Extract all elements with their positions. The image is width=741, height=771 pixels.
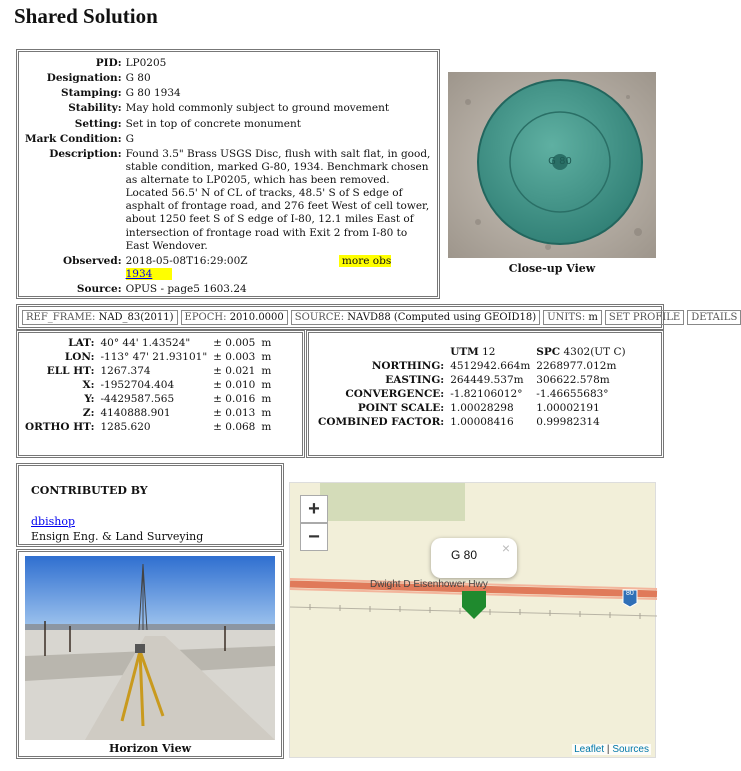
coord-unit: m — [261, 365, 272, 377]
spc-row — [315, 359, 629, 373]
coord-accuracy: ± 0.068 — [213, 421, 256, 433]
closeup-caption: Close-up View — [508, 262, 596, 275]
spc-value: 306622.578m — [536, 374, 610, 386]
coord-accuracy: ± 0.021 — [213, 365, 256, 377]
contributor-org: Ensign Eng. & Land Surveying — [31, 530, 204, 543]
spc-value: 2268977.012m — [536, 360, 617, 372]
sources-link[interactable]: Sources — [612, 744, 649, 755]
coord-label: X: — [82, 379, 95, 391]
coord-row — [22, 406, 274, 420]
coord-value: 1267.374 — [100, 365, 151, 377]
spc-zone: 4302(UT C) — [563, 346, 626, 358]
more-obs: more obs 1934 — [125, 254, 392, 280]
coord-label: Z: — [82, 407, 95, 419]
spc-value: 0.99982314 — [536, 416, 600, 428]
mark-row-value: Set in top of concrete monument — [125, 117, 301, 130]
spc-row-label: COMBINED FACTOR: — [318, 416, 445, 428]
page-title: Shared Solution — [14, 4, 158, 28]
coord-unit: m — [261, 379, 272, 391]
more-obs-link[interactable]: 1934 — [125, 267, 153, 280]
source-label: Source: — [76, 283, 122, 295]
ref-item-label: UNITS: — [547, 311, 586, 323]
mark-row-label: Stamping: — [61, 87, 122, 100]
spc-row-label: NORTHING: — [371, 360, 445, 372]
ref-item — [543, 310, 602, 325]
spc-row-label: CONVERGENCE: — [345, 388, 445, 400]
coord-row — [22, 350, 274, 364]
mark-row-value: Found 3.5" Brass USGS Disc, flush with salt flat, in good, stable condition, marked G-80, 1934. Benchmark chosen as alternate to LP0205, which has been removed. Located 56.5' N of CL of tracks, 48.5' S of S edge of asphalt of frontage road, and 276 feet West of cell tower, about 1250 feet S of S edge of I-80, 12.1 miles East of intersection of frontage road with Exit 2 from I-80 to East Wendover. — [125, 147, 431, 252]
coord-value: 40° 44' 1.43524" — [100, 337, 191, 349]
reference-bar — [16, 304, 738, 330]
coord-label: ORTHO HT: — [25, 421, 95, 433]
coord-value: 1285.620 — [100, 421, 151, 433]
spc-row — [315, 401, 629, 415]
interstate-shield: 80 — [626, 590, 634, 597]
utm-value: 1.00028298 — [450, 402, 514, 414]
observed-value: 2018-05-08T16:29:00Z — [125, 254, 248, 267]
ref-item-label: REF_FRAME: — [26, 311, 96, 323]
coord-row — [22, 420, 274, 434]
utm-value: -1.82106012° — [450, 388, 523, 400]
svg-text:G 80: G 80 — [548, 156, 572, 167]
mark-row-value: G — [125, 132, 134, 145]
mark-row-value: May hold commonly subject to ground movement — [125, 102, 390, 115]
observed-label: Observed: — [62, 254, 122, 267]
utm-value: 264449.537m — [450, 374, 524, 386]
mark-row — [23, 101, 433, 116]
spc-row — [315, 373, 629, 387]
contributor-panel — [16, 463, 284, 547]
spc-value: 1.00002191 — [536, 402, 600, 414]
spc-row-label: POINT SCALE: — [357, 402, 445, 414]
coord-accuracy: ± 0.005 — [213, 337, 256, 349]
zoom-in-button[interactable]: + — [300, 495, 328, 523]
coord-row — [22, 392, 274, 406]
ref-item-value: m — [588, 311, 598, 323]
ref-item[interactable] — [687, 310, 741, 325]
source-value: OPUS - page5 1603.24 — [125, 283, 247, 295]
mark-row-label: Stability: — [68, 102, 122, 115]
ref-item[interactable] — [605, 310, 684, 325]
spc-label: SPC — [536, 346, 561, 358]
spc-panel — [306, 330, 664, 458]
coord-row — [22, 364, 274, 378]
coord-label: LON: — [64, 351, 95, 363]
mark-row-label: Mark Condition: — [25, 132, 122, 145]
mark-row-label: Description: — [49, 147, 122, 160]
map-marker-icon[interactable] — [462, 591, 486, 619]
coord-row — [22, 336, 274, 350]
spc-row — [315, 387, 629, 401]
ref-item-value: 2010.0000 — [229, 311, 284, 323]
mark-row-label: Designation: — [46, 72, 122, 85]
coord-unit: m — [261, 337, 272, 349]
utm-label: UTM — [450, 346, 479, 358]
contributor-title: CONTRIBUTED BY — [31, 484, 148, 497]
coord-accuracy: ± 0.013 — [213, 407, 256, 419]
utm-value: 1.00008416 — [450, 416, 514, 428]
coord-unit: m — [261, 351, 272, 363]
coord-value: 4140888.901 — [100, 407, 171, 419]
map-popup — [431, 538, 517, 578]
mark-row — [23, 56, 433, 71]
leaflet-link[interactable]: Leaflet — [574, 744, 605, 755]
road-label: Dwight D Eisenhower Hwy — [370, 579, 488, 590]
mark-row — [23, 86, 433, 101]
horizon-photo[interactable] — [25, 556, 275, 740]
coord-accuracy: ± 0.003 — [213, 351, 256, 363]
ref-item — [291, 310, 540, 325]
popup-text: G 80 — [451, 548, 478, 562]
ref-item-label: EPOCH: — [184, 311, 227, 323]
zoom-out-button[interactable]: − — [300, 523, 328, 551]
ref-item-label: DETAILS — [691, 311, 738, 323]
coordinates-panel — [16, 330, 305, 458]
coord-value: -113° 47' 21.93101" — [100, 351, 208, 363]
utm-value: 4512942.664m — [450, 360, 531, 372]
mark-row — [23, 147, 433, 254]
spc-value: -1.46655683° — [536, 388, 609, 400]
mark-row — [23, 117, 433, 132]
coord-value: -4429587.565 — [100, 393, 175, 405]
mark-row-label: PID: — [95, 57, 122, 69]
contributor-link[interactable]: dbishop — [31, 515, 75, 528]
coord-unit: m — [261, 393, 272, 405]
coord-label: ELL HT: — [46, 365, 95, 377]
mark-row — [23, 71, 433, 86]
coord-value: -1952704.404 — [100, 379, 175, 391]
closeup-photo[interactable] — [448, 72, 656, 258]
ref-item-label: SOURCE: — [294, 311, 345, 323]
coord-accuracy: ± 0.016 — [213, 393, 256, 405]
mark-row — [23, 132, 433, 147]
ref-item — [22, 310, 178, 325]
ref-item — [181, 310, 288, 325]
ref-item-label: SET PROFILE — [608, 311, 681, 323]
mark-info-panel — [16, 49, 440, 299]
map-view[interactable] — [289, 482, 656, 758]
mark-row-value: LP0205 — [125, 57, 167, 69]
popup-close-button[interactable]: × — [501, 540, 510, 556]
mark-row-value: G 80 — [125, 72, 151, 85]
ref-item-value: NAD_83(2011) — [98, 311, 174, 323]
utm-zone: 12 — [482, 346, 496, 358]
map-attribution: Leaflet | Sources — [574, 744, 649, 755]
mark-row-label: Setting: — [74, 117, 122, 130]
spc-row — [315, 415, 629, 429]
coord-unit: m — [261, 421, 272, 433]
horizon-caption: Horizon View — [108, 742, 192, 755]
coord-unit: m — [261, 407, 272, 419]
mark-row-value: G 80 1934 — [125, 87, 181, 100]
coord-label: Y: — [84, 393, 95, 405]
spc-row-label: EASTING: — [385, 374, 445, 386]
coord-accuracy: ± 0.010 — [213, 379, 256, 391]
coord-row — [22, 378, 274, 392]
coord-label: LAT: — [68, 337, 95, 349]
ref-item-value: NAVD88 (Computed using GEOID18) — [347, 311, 537, 323]
horizon-panel — [16, 549, 284, 759]
